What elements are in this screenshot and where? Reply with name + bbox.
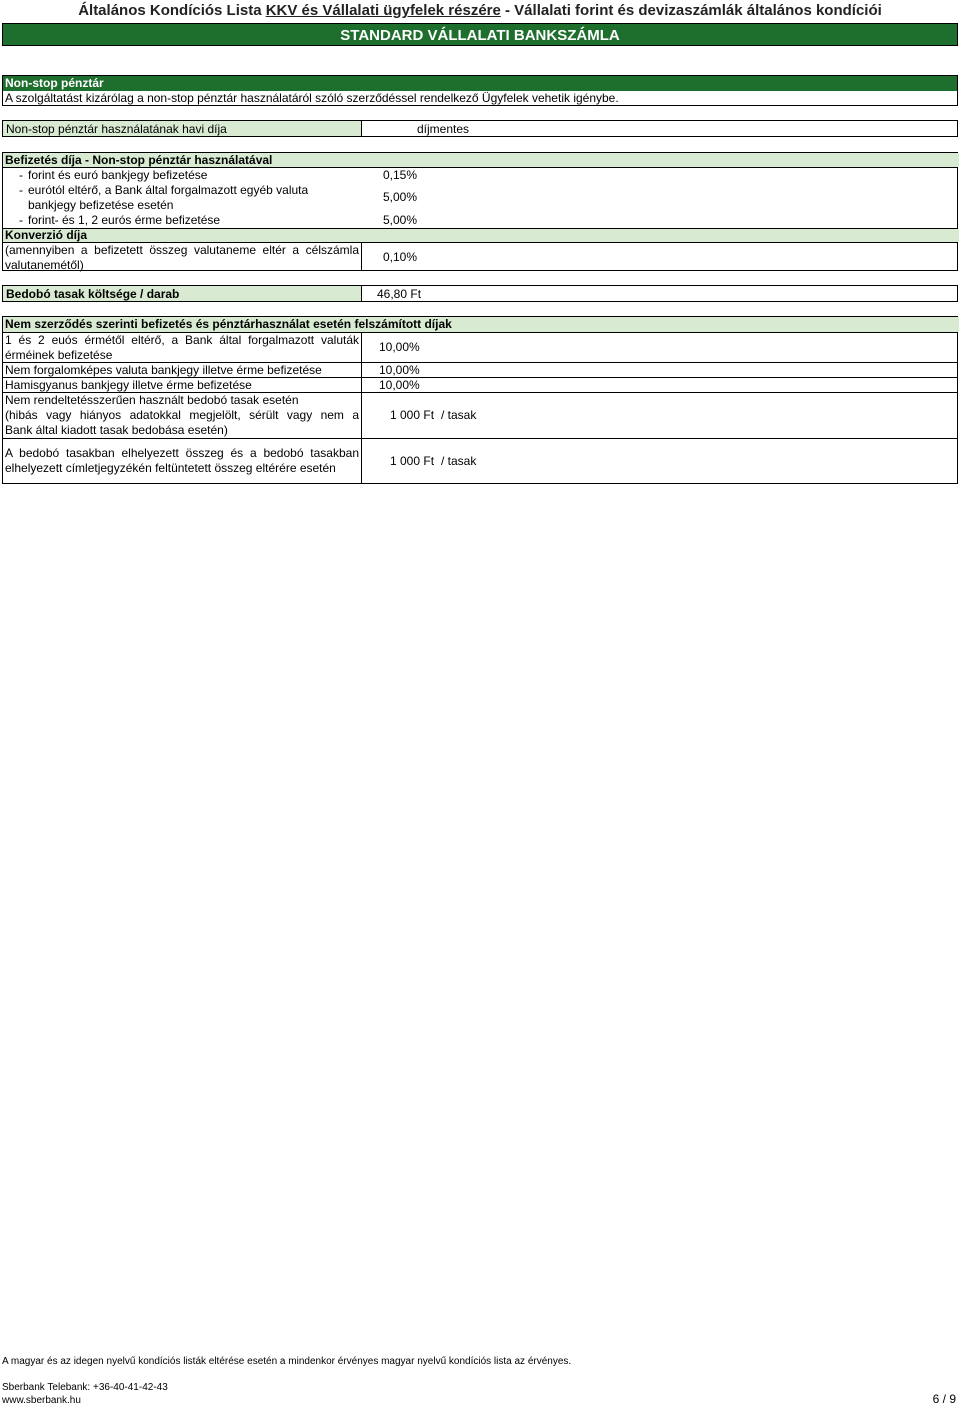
deposit-row2-value: 5,00% xyxy=(383,190,418,204)
deposit-row1-dash: - xyxy=(19,168,23,182)
penalty-row2-value: 10,00% xyxy=(379,363,420,377)
penalty-fee-title: Nem szerződés szerinti befizetés és pénztárhasználat esetén felszámított díjak xyxy=(3,317,959,332)
penalty-row1-label-line1: 1 és 2 euós érmétől eltérő, a Bank által forgalmazott valuták xyxy=(5,333,359,347)
penalty-row5-unit: / tasak xyxy=(441,454,477,468)
footer-disclaimer: A magyar és az idegen nyelvű kondíciós listák eltérése esetén a mindenkor érvényes magyar nyelvű kondíciós lista az érvényes. xyxy=(2,1356,572,1367)
conversion-fee-label-line1: (amennyiben a befizetett összeg valutaneme eltér a célszámla xyxy=(5,243,359,257)
deposit-row2-label-line2: bankjegy befizetése esetén xyxy=(28,198,174,212)
penalty-row5-value: 1 000 Ft xyxy=(390,454,435,468)
penalty-row4-unit: / tasak xyxy=(441,408,477,422)
penalty-row4-label-line1: Nem rendeltetésszerűen használt bedobó tasak esetén xyxy=(5,393,299,407)
bag-cost-label: Bedobó tasak költsége / darab xyxy=(2,285,362,302)
monthly-fee-label: Non-stop pénztár használatának havi díja xyxy=(2,120,362,137)
penalty-row3-value: 10,00% xyxy=(379,378,420,392)
penalty-row3-label: Hamisgyanus bankjegy illetve érme befizetése xyxy=(5,378,252,392)
penalty-row5-label-line2: elhelyezett címletjegyzékén feltüntetett összeg eltérére esetén xyxy=(5,461,336,475)
penalty-fee-block xyxy=(2,316,958,484)
deposit-row3-value: 5,00% xyxy=(383,213,418,227)
monthly-fee-value-cell xyxy=(361,120,958,137)
header-title-prefix: Általános Kondíciós Lista xyxy=(78,2,266,19)
conversion-fee-label-line2: valutanemétől) xyxy=(5,258,84,272)
bag-cost-value-cell xyxy=(361,285,958,302)
nonstop-section-title: Non-stop pénztár xyxy=(3,76,957,91)
nonstop-section-note: A szolgáltatást kizárólag a non-stop pénztár használatáról szóló szerződéssel rendelkező Ügyfelek vehetik igénybe. xyxy=(5,91,619,105)
page-header-title xyxy=(0,2,960,19)
penalty-row5-label-line1: A bedobó tasakban elhelyezett összeg és a bedobó tasakban xyxy=(5,446,359,460)
penalty-row4-label-line2: (hibás vagy hiányos adatokkal megjelölt, sérült vagy nem a xyxy=(5,408,359,422)
deposit-fee-block xyxy=(2,152,958,271)
page-number: 6 / 9 xyxy=(932,1392,956,1406)
penalty-row4-value: 1 000 Ft xyxy=(390,408,435,422)
monthly-fee-value: díjmentes xyxy=(417,122,470,136)
deposit-fee-title: Befizetés díja - Non-stop pénztár használatával xyxy=(3,153,959,167)
deposit-row2-dash: - xyxy=(19,183,23,197)
header-title-link[interactable]: KKV és Vállalati ügyfelek részére xyxy=(265,2,501,19)
deposit-row3-label: forint- és 1, 2 eurós érme befizetése xyxy=(28,213,221,227)
deposit-row1-value: 0,15% xyxy=(383,168,418,182)
nonstop-section-box xyxy=(2,75,958,106)
header-title-suffix: - Vállalati forint és devizaszámlák általános kondíciói xyxy=(500,2,882,19)
penalty-row1-label-line2: érméinek befizetése xyxy=(5,348,113,362)
deposit-row3-dash: - xyxy=(19,213,23,227)
account-type-banner: STANDARD VÁLLALATI BANKSZÁMLA xyxy=(2,23,958,46)
deposit-row2-label-line1: eurótól eltérő, a Bank által forgalmazott egyéb valuta xyxy=(28,183,309,197)
conversion-fee-value: 0,10% xyxy=(383,250,418,264)
deposit-row1-label: forint és euró bankjegy befizetése xyxy=(28,168,208,182)
footer-telebank: Sberbank Telebank: +36-40-41-42-43 xyxy=(2,1382,168,1393)
penalty-row1-value: 10,00% xyxy=(379,340,420,354)
penalty-row2-label: Nem forgalomképes valuta bankjegy illetve érme befizetése xyxy=(5,363,322,377)
penalty-row4-label-line3: Bank által kiadott tasak bedobása esetén) xyxy=(5,423,228,437)
bag-cost-value: 46,80 Ft xyxy=(377,287,422,301)
conversion-fee-title: Konverzió díja xyxy=(3,229,959,242)
footer-website[interactable]: www.sberbank.hu xyxy=(2,1395,81,1406)
